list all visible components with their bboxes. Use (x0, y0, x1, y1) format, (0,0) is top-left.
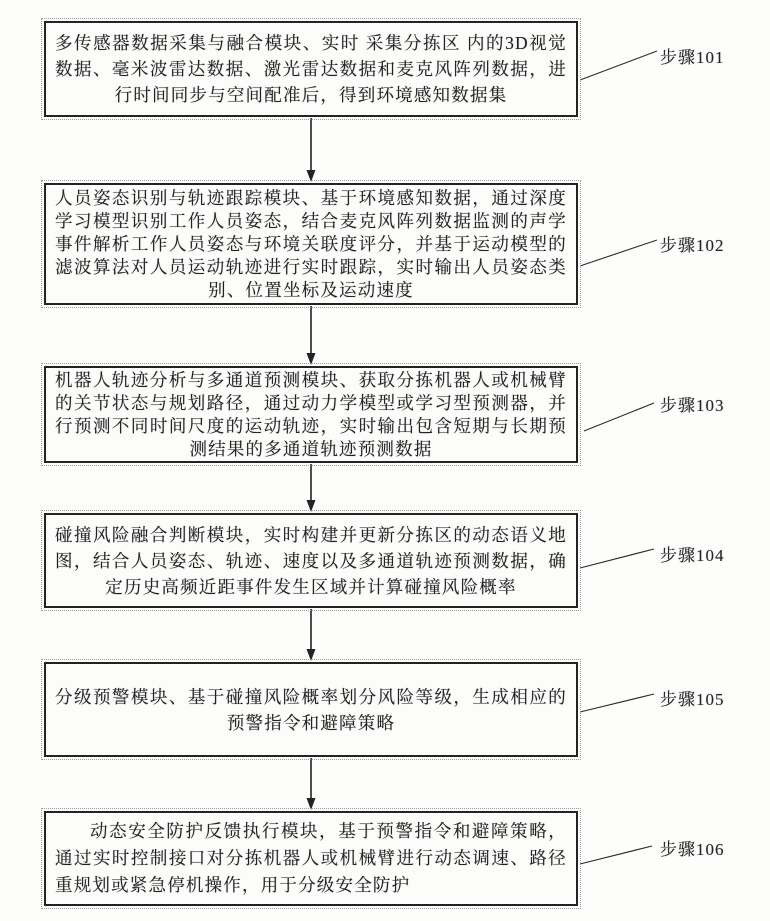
flow-box-step102 (44, 183, 578, 305)
leader-line-step103 (584, 403, 654, 431)
flow-box-step103 (44, 366, 578, 463)
leader-line-step104 (580, 549, 654, 568)
leader-line-step106 (580, 846, 652, 864)
arrow-step105-to-step106 (307, 758, 316, 810)
flow-box-step102-text: 人员姿态识别与轨迹跟踪模块、基于环境感知数据，通过深度学习模型识别工作人员姿态，结合麦克风阵列数据监测的声学事件解析工作人员姿态与环境关联度评分，并基于运动模型的滤波算法对人员运动轨迹进行实时跟踪，实时输出人员姿态类别、位置坐标及运动速度 (55, 187, 567, 300)
step-tag-102: 步骤102 (660, 236, 725, 255)
step-tag-105: 步骤105 (660, 690, 725, 709)
flow-box-step106-text: 动态安全防护反馈执行模块，基于预警指令和避障策略，通过实时控制接口对分拣机器人或机械臂进行动态调速、路径重规划或紧急停机操作，用于分级安全防护 (55, 821, 567, 895)
leader-lines (580, 51, 657, 864)
arrow-step104-to-step105 (307, 609, 316, 661)
flow-box-step104-text: 碰撞风险融合判断模块，实时构建并更新分拣区的动态语义地图，结合人员姿态、轨迹、速度以及多通道轨迹预测数据，确定历史高频近距事件发生区域并计算碰撞风险概率 (55, 524, 567, 597)
step-tag-106: 步骤106 (660, 840, 725, 859)
arrow-step102-to-step103 (307, 306, 316, 365)
step-tag-104: 步骤104 (660, 546, 725, 565)
flow-box-step103-text: 机器人轨迹分析与多通道预测模块、获取分拣机器人或机械臂的关节状态与规划路径，通过动力学模型或学习型预测器，并行预测不同时间尺度的运动轨迹，实时输出包含短期与长期预测结果的多通道轨迹预测数据 (55, 369, 567, 459)
step-tag-101: 步骤101 (660, 48, 725, 67)
arrow-step103-to-step104 (307, 464, 316, 512)
flow-box-step106 (44, 811, 578, 906)
step-tag-103: 步骤103 (660, 396, 725, 415)
arrow-step101-to-step102 (307, 118, 316, 182)
flow-box-step104 (44, 513, 578, 608)
leader-line-step101 (580, 51, 657, 80)
leader-line-step105 (580, 694, 654, 712)
leader-line-step102 (580, 240, 657, 266)
flow-box-step101-text: 多传感器数据采集与融合模块、实时 采集分拣区 内的3D视觉数据、毫米波雷达数据、激光雷达数据和麦克风阵列数据，进行时间同步与空间配准后，得到环境感知数据集 (55, 33, 567, 105)
flow-box-step105 (44, 662, 578, 757)
flow-box-step105-text: 分级预警模块、基于碰撞风险概率划分风险等级，生成相应的预警指令和避障策略 (55, 686, 567, 733)
flow-box-step101 (44, 21, 578, 117)
